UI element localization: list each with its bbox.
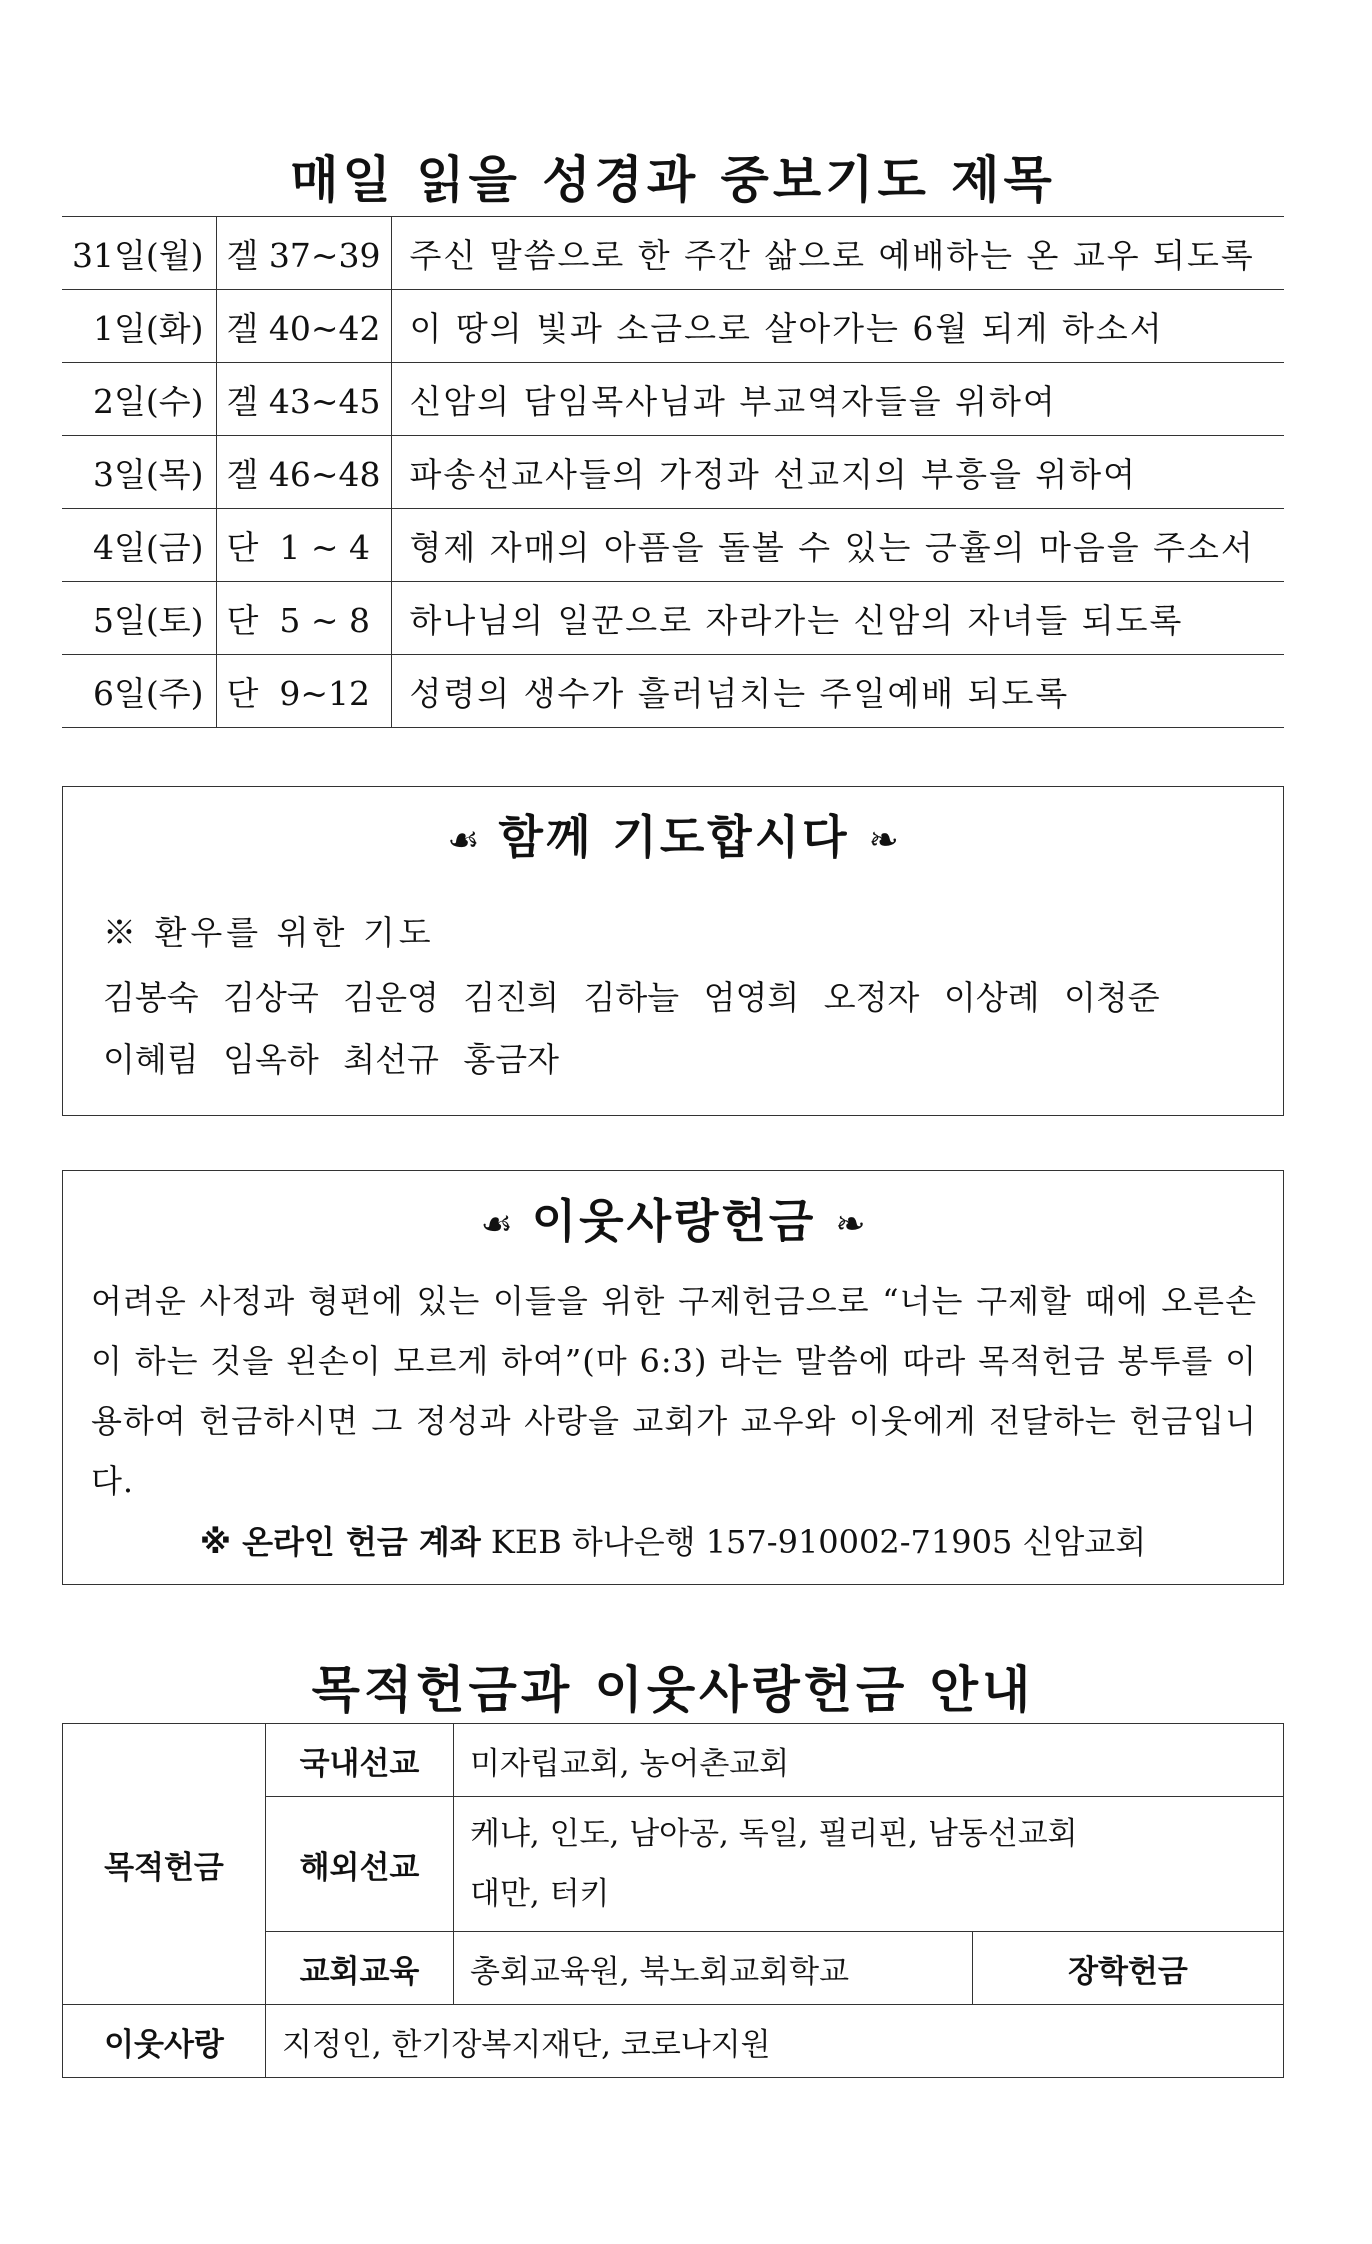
neighbor-offering-box xyxy=(62,1170,1284,1585)
prayer-topic-cell: 성령의 생수가 흘러넘치는 주일예배 되도록 xyxy=(409,673,1070,713)
patient-names xyxy=(103,967,1263,1091)
neighbor-love-value: 지정인, 한기장복지재단, 코로나지원 xyxy=(266,2005,1284,2078)
prayer-heading xyxy=(63,801,1283,867)
offering-title: 목적헌금과 이웃사랑헌금 안내 xyxy=(311,1661,1035,1719)
patient-names-line: 이혜림 임옥하 최선규 홍금자 xyxy=(103,1040,560,1079)
scripture-cell: 겔 37~39 xyxy=(216,217,391,290)
daily-title: 매일 읽을 성경과 중보기도 제목 xyxy=(290,151,1056,209)
overseas-mission-value xyxy=(454,1797,1284,1932)
scripture-cell: 단 9~12 xyxy=(216,655,391,728)
daily-row xyxy=(62,655,1284,728)
prayer-topic-cell: 형제 자매의 아픔을 돌볼 수 있는 긍휼의 마음을 주소서 xyxy=(409,527,1255,567)
ornament-right-icon: ❧ xyxy=(868,820,899,861)
ornament-left-icon: ☙ xyxy=(480,1204,513,1245)
daily-reading-table xyxy=(62,216,1284,728)
church-education-label: 교회교육 xyxy=(266,1932,454,2005)
ornament-left-icon: ☙ xyxy=(447,820,480,861)
day-cell: 1일(화) xyxy=(62,290,216,363)
purpose-offering-label: 목적헌금 xyxy=(63,1724,266,2005)
scripture-cell: 겔 40~42 xyxy=(216,290,391,363)
daily-row xyxy=(62,436,1284,509)
prayer-subhead: ※ 환우를 위한 기도 xyxy=(103,913,435,952)
account-label: ※ 온라인 헌금 계좌 xyxy=(199,1523,481,1561)
online-account xyxy=(63,1517,1283,1563)
neighbor-love-label: 이웃사랑 xyxy=(63,2005,266,2078)
neighbor-heading xyxy=(63,1185,1283,1251)
scholarship-label: 장학헌금 xyxy=(973,1932,1284,2005)
prayer-topic-cell: 주신 말씀으로 한 주간 삶으로 예배하는 온 교우 되도록 xyxy=(409,235,1255,275)
domestic-mission-label: 국내선교 xyxy=(266,1724,454,1797)
scripture-cell: 단 1 ~ 4 xyxy=(216,509,391,582)
ornament-right-icon: ❧ xyxy=(835,1204,866,1245)
day-cell: 5일(토) xyxy=(62,582,216,655)
daily-row xyxy=(62,363,1284,436)
overseas-mission-label: 해외선교 xyxy=(266,1797,454,1932)
domestic-mission-value: 미자립교회, 농어촌교회 xyxy=(454,1724,1284,1797)
account-value: KEB 하나은행 157-910002-71905 신암교회 xyxy=(490,1523,1147,1561)
overseas-mission-line: 대만, 터키 xyxy=(470,1876,610,1912)
day-cell: 4일(금) xyxy=(62,509,216,582)
prayer-box xyxy=(62,786,1284,1116)
day-cell: 6일(주) xyxy=(62,655,216,728)
prayer-topic-cell: 하나님의 일꾼으로 자라가는 신암의 자녀들 되도록 xyxy=(409,600,1184,640)
church-education-value: 총회교육원, 북노회교회학교 xyxy=(454,1932,973,2005)
prayer-topic-cell: 신암의 담임목사님과 부교역자들을 위하여 xyxy=(409,381,1057,421)
neighbor-body: 어려운 사정과 형편에 있는 이들을 위한 구제헌금으로 “너는 구제할 때에 오른손이 하는 것을 왼손이 모르게 하여”(마 6:3) 라는 말씀에 따라 목적헌금 봉투를 이용하여 헌금하시면 그 정성과 사랑을 교회가 교우와 이웃에게 전달하는 헌금입니다. xyxy=(91,1282,1257,1500)
day-cell: 31일(월) xyxy=(62,217,216,290)
scripture-cell: 겔 43~45 xyxy=(216,363,391,436)
scripture-cell: 겔 46~48 xyxy=(216,436,391,509)
day-cell: 3일(목) xyxy=(62,436,216,509)
prayer-topic-cell: 이 땅의 빛과 소금으로 살아가는 6월 되게 하소서 xyxy=(409,308,1164,348)
daily-row xyxy=(62,290,1284,363)
day-cell: 2일(수) xyxy=(62,363,216,436)
patient-names-line: 김봉숙 김상국 김운영 김진희 김하늘 엄영희 오정자 이상례 이청준 xyxy=(103,978,1160,1017)
daily-row xyxy=(62,509,1284,582)
overseas-mission-line: 케냐, 인도, 남아공, 독일, 필리핀, 남동선교회 xyxy=(470,1816,1078,1852)
daily-row xyxy=(62,582,1284,655)
prayer-topic-cell: 파송선교사들의 가정과 선교지의 부흥을 위하여 xyxy=(409,454,1138,494)
offering-table xyxy=(62,1723,1284,2078)
neighbor-title: 이웃사랑헌금 xyxy=(531,1194,817,1248)
scripture-cell: 단 5 ~ 8 xyxy=(216,582,391,655)
daily-row xyxy=(62,217,1284,290)
prayer-title: 함께 기도합시다 xyxy=(498,810,850,864)
